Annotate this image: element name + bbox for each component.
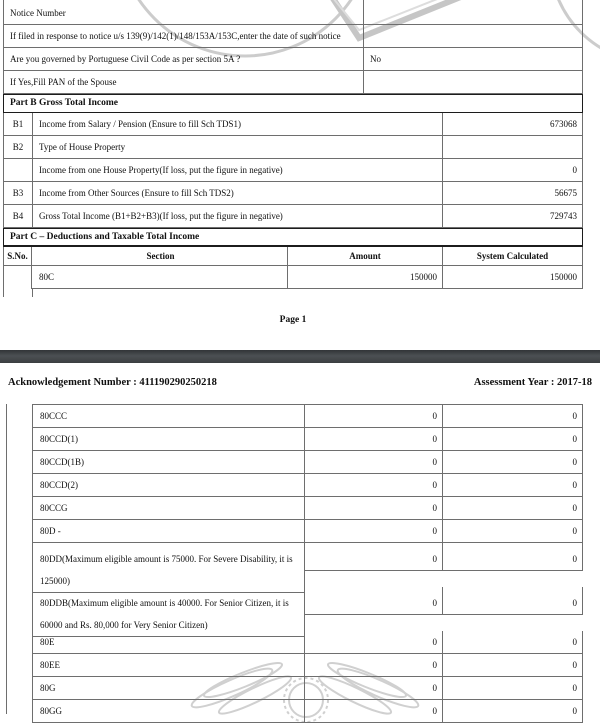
cell-section: 80CCD(1) [32,428,305,451]
cell-amount: 0 [305,543,443,571]
sno-column-gutter [6,404,33,714]
cell-amount: 0 [305,474,443,497]
cell-amount: 0 [305,677,443,700]
deduction-row [32,543,583,587]
row-value [443,136,583,159]
row-label: Type of House Property [33,136,443,159]
row-label: Income from Other Sources (Ensure to fill Sch TDS2) [33,182,443,205]
info-label: If filed in response to notice u/s 139(9)/142(1)/148/153A/153C,enter the date of such notice [3,25,364,48]
deduction-row [32,451,583,474]
cell-section: 80G [32,677,305,700]
part-c-header-row [3,246,583,266]
cell-section: 80GG [32,700,305,723]
header-section: Section [32,247,288,266]
row-value: 56675 [443,182,583,205]
cell-section: 80E [32,631,305,654]
deductions-table [6,404,583,723]
cell-amount: 0 [305,654,443,677]
info-row [3,2,583,25]
part-c-row [3,266,583,289]
header-system-calculated: System Calculated [443,247,583,266]
deduction-row [32,654,583,677]
cell-system-calculated: 0 [443,474,583,497]
cell-section: 80C [32,266,288,289]
cell-amount: 150000 [288,266,443,289]
cell-section: 80CCD(1B) [32,451,305,474]
cell-section: 80CCG [32,497,305,520]
row-code: B2 [3,136,33,159]
info-value: No [364,48,583,71]
cell-system-calculated: 0 [443,451,583,474]
part-b-title: Part B Gross Total Income [3,94,583,113]
deduction-row [32,474,583,497]
cell-amount: 0 [305,451,443,474]
part-b-row [3,182,583,205]
cell-amount: 0 [305,405,443,428]
cell-amount: 0 [305,587,443,615]
deduction-row [32,700,583,723]
assessment-year: Assessment Year : 2017-18 [473,377,592,388]
acknowledgement-number: Acknowledgement Number : 411190290250218 [8,377,217,388]
row-code: B4 [3,205,33,228]
info-row [3,71,583,94]
cell-amount: 0 [305,428,443,451]
cell-section: 80DD(Maximum eligible amount is 75000. For Severe Disability, it is 125000) [32,543,305,593]
part-b-row [3,113,583,136]
header-amount: Amount [288,247,443,266]
cell-system-calculated: 0 [443,677,583,700]
cell-system-calculated: 0 [443,405,583,428]
cell-system-calculated: 0 [443,497,583,520]
cell-sno [3,266,32,289]
row-label: Income from one House Property(If loss, put the figure in negative) [33,159,443,182]
info-value [364,71,583,94]
cell-section: 80CCC [32,405,305,428]
part-b-table [3,113,583,228]
part-c-table [3,266,583,289]
cell-section: 80CCD(2) [32,474,305,497]
cell-section: 80DDB(Maximum eligible amount is 40000. For Senior Citizen, it is 60000 and Rs. 80,000 for Very Senior Citizen) [32,587,305,637]
part-b-row [3,136,583,159]
part-b-row [3,159,583,182]
cell-amount: 0 [305,700,443,723]
info-row [3,48,583,71]
cell-system-calculated: 0 [443,700,583,723]
deduction-row [32,497,583,520]
cell-system-calculated: 0 [443,520,583,543]
row-label: Gross Total Income (B1+B2+B3)(If loss, put the figure in negative) [33,205,443,228]
page-number-label: Page 1 [279,315,307,325]
sno-column-stub [3,289,33,297]
cell-amount: 0 [305,497,443,520]
part-b-row [3,205,583,228]
cell-amount: 0 [305,520,443,543]
cell-system-calculated: 0 [443,543,583,571]
row-code [3,159,33,182]
page1-tables [3,0,583,297]
deduction-row [32,520,583,543]
row-value: 729743 [443,205,583,228]
deductions-rows [32,404,583,723]
cell-amount: 0 [305,631,443,654]
row-value: 673068 [443,113,583,136]
deduction-row [32,677,583,700]
deduction-row [32,587,583,631]
part-c-title: Part C – Deductions and Taxable Total Income [3,228,583,246]
cell-section: 80EE [32,654,305,677]
notice-info-table [3,2,583,94]
row-code: B1 [3,113,33,136]
header-sno: S.No. [3,247,32,266]
cell-system-calculated: 0 [443,587,583,615]
cell-system-calculated: 150000 [443,266,583,289]
info-value [364,25,583,48]
cell-section: 80D - [32,520,305,543]
info-value [364,2,583,25]
info-row [3,25,583,48]
deduction-row [32,428,583,451]
deduction-row [32,631,583,654]
page-separator-bar [0,350,600,363]
row-code: B3 [3,182,33,205]
row-value: 0 [443,159,583,182]
page2-header [0,377,600,389]
info-label: If Yes,Fill PAN of the Spouse [3,71,364,94]
info-label: Are you governed by Portuguese Civil Code as per section 5A ? [3,48,364,71]
deduction-row [32,405,583,428]
cell-system-calculated: 0 [443,631,583,654]
info-label: Notice Number [3,2,364,25]
cell-system-calculated: 0 [443,428,583,451]
cell-system-calculated: 0 [443,654,583,677]
row-label: Income from Salary / Pension (Ensure to fill Sch TDS1) [33,113,443,136]
